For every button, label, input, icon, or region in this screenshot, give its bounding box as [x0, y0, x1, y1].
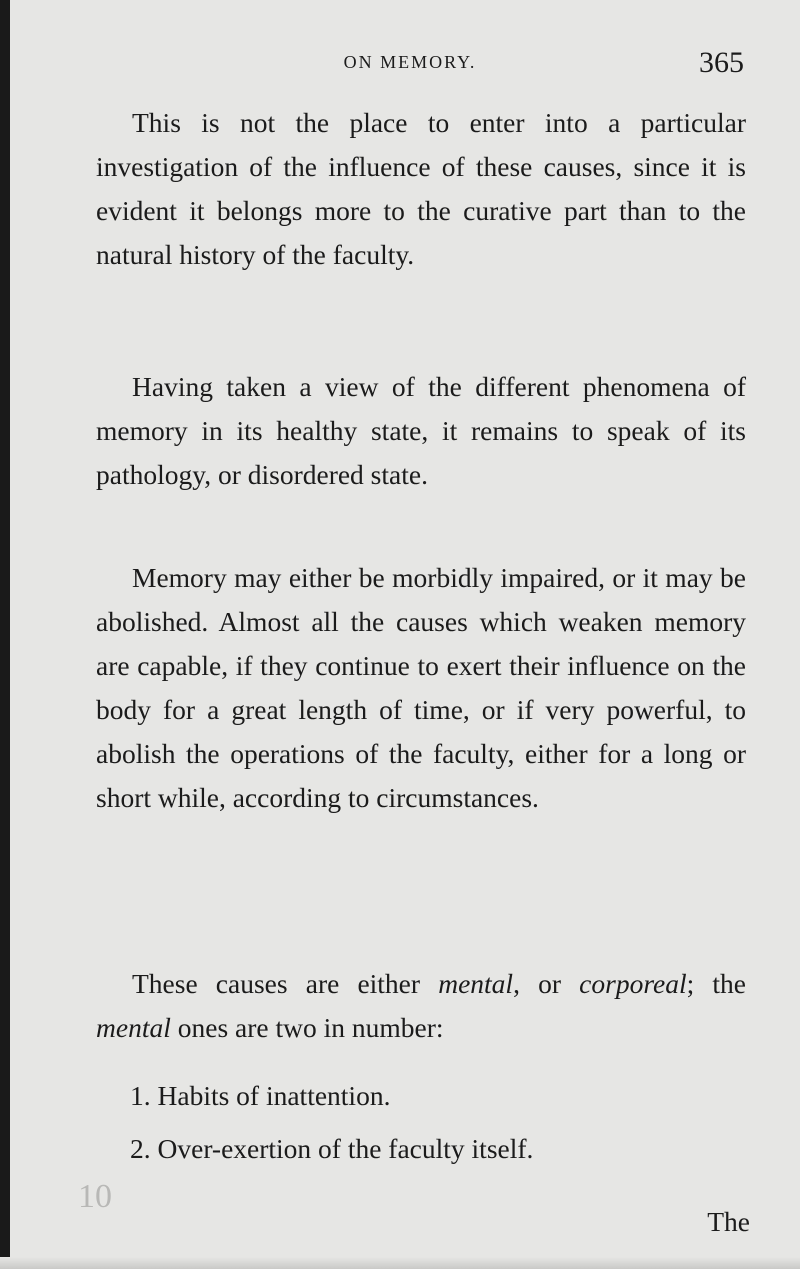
page-number: 365: [699, 46, 744, 79]
catchword: The: [707, 1206, 750, 1237]
paragraph-3-text: Memory may either be morbidly impaired, or it may be abolished. Almost all the causes which weaken memory are capable, if they continue to exert their influence on the body for a great length of time, or if very powerful, to abolish the operations of the faculty, either for a long or short while, according to circumstances.: [96, 562, 746, 813]
paragraph-4-part4: ones are two in number:: [170, 1012, 444, 1043]
emphasis-mental-2: mental: [96, 1012, 171, 1043]
paragraph-4-part1: These causes are either: [132, 968, 439, 999]
running-head: ON MEMORY.: [343, 52, 477, 72]
paragraph-2: [96, 365, 746, 497]
paragraph-1: [96, 101, 746, 277]
bleed-through-mark: 10: [78, 1178, 112, 1215]
page-edge: [0, 1257, 800, 1269]
paragraph-4-part3: ; the: [686, 968, 746, 999]
paragraph-4: [96, 962, 746, 1050]
scan-shadow: [0, 0, 10, 1269]
paragraph-4-part2: , or: [513, 968, 580, 999]
paragraph-3: [96, 556, 746, 820]
list-item: 2. Over-exertion of the faculty itself.: [130, 1133, 534, 1164]
paragraph-1-text: This is not the place to enter into a particular investigation of the influence of these causes, since it is evident it belongs more to the curative part than to the natural history of the faculty.: [96, 107, 746, 270]
list-item: 1. Habits of inattention.: [130, 1080, 391, 1111]
emphasis-mental: mental: [438, 968, 514, 999]
emphasis-corporeal: corporeal: [579, 968, 687, 999]
paragraph-2-text: Having taken a view of the different phenomena of memory in its healthy state, it remains to speak of its pathology, or disordered state.: [96, 371, 746, 490]
